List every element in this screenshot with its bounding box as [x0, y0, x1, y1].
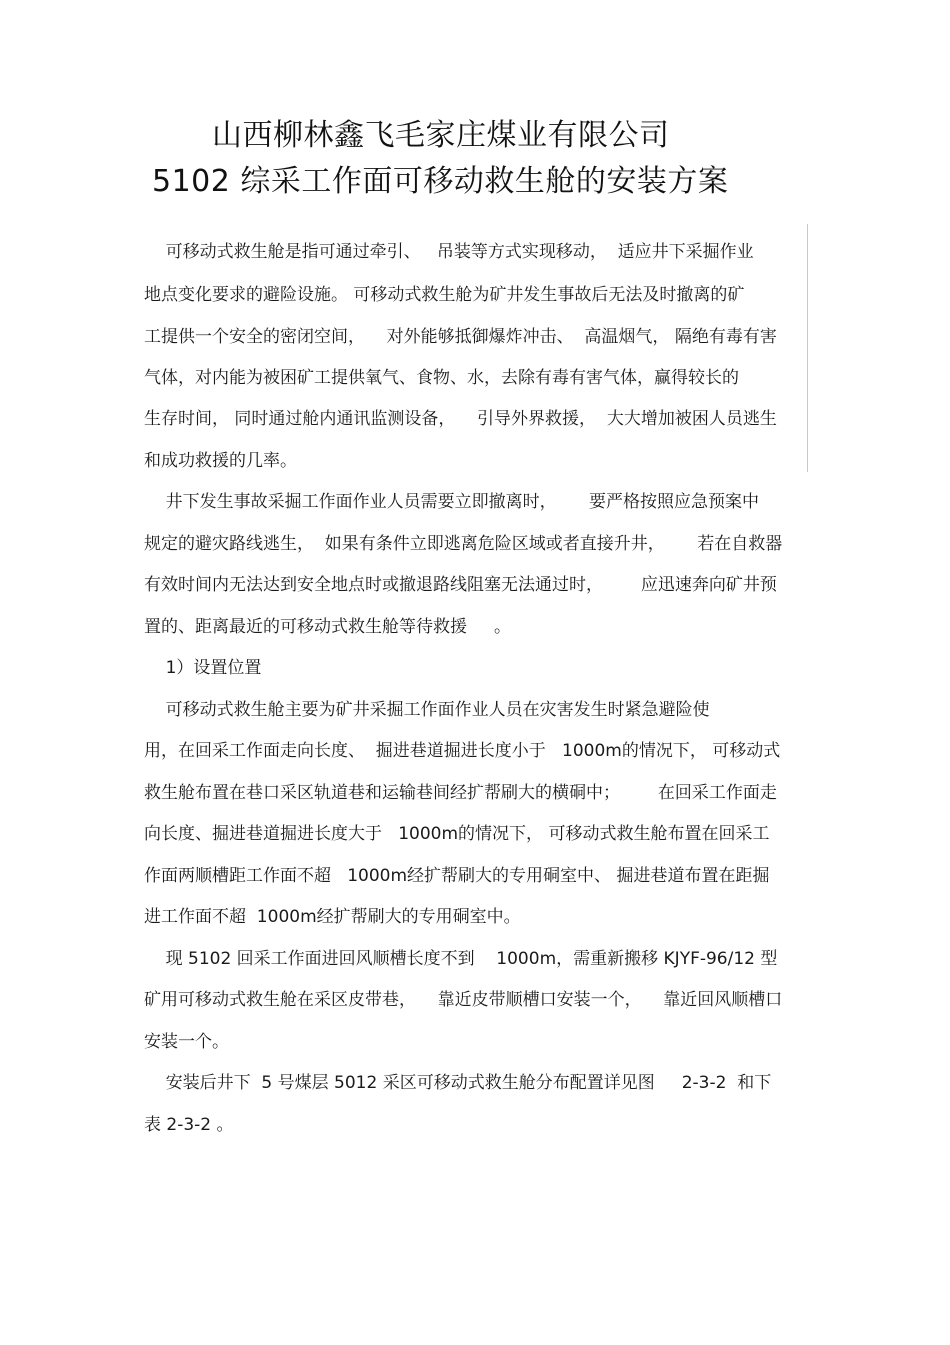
text-line: 表 2-3-2 。: [144, 1115, 234, 1135]
text-line: 安装一个。: [144, 1032, 229, 1052]
text-line: 救生舱布置在巷口采区轨道巷和运输巷间经扩帮刷大的横硐中； 在回采工作面走: [144, 783, 777, 803]
document-title-line-2: 5102 综采工作面可移动救生舱的安装方案: [152, 164, 729, 199]
text-line: 地点变化要求的避险设施。 可移动式救生舱为矿井发生事故后无法及时撤离的矿: [144, 285, 745, 305]
document-title-line-1: 山西柳林鑫飞毛家庄煤业有限公司: [212, 118, 670, 153]
text-line: 用，在回采工作面走向长度、 掘进巷道掘进长度小于 1000m的情况下， 可移动式: [144, 741, 781, 761]
text-line: 可移动式救生舱主要为矿井采掘工作面作业人员在灾害发生时紧急避险使: [144, 700, 710, 720]
text-line: 置的、距离最近的可移动式救生舱等待救援 。: [144, 617, 512, 637]
text-line: 向长度、掘进巷道掘进长度大于 1000m的情况下， 可移动式救生舱布置在回采工: [144, 824, 770, 844]
text-line: 工提供一个安全的密闭空间， 对外能够抵御爆炸冲击、 高温烟气， 隔绝有毒有害: [144, 327, 777, 347]
text-line: 可移动式救生舱是指可通过牵引、 吊装等方式实现移动， 适应井下采掘作业: [144, 242, 754, 262]
text-line: 进工作面不超 1000m经扩帮刷大的专用硐室中。: [144, 907, 521, 927]
text-line: 气体，对内能为被困矿工提供氧气、食物、水，去除有毒有害气体，赢得较长的: [144, 368, 739, 388]
text-line: 规定的避灾路线逃生， 如果有条件立即逃离危险区域或者直接升井， 若在自救器: [144, 534, 783, 554]
section-heading: 1）设置位置: [144, 658, 262, 678]
text-line: 矿用可移动式救生舱在采区皮带巷， 靠近皮带顺槽口安装一个， 靠近回风顺槽口: [144, 990, 783, 1010]
text-line: 有效时间内无法达到安全地点时或撤退路线阻塞无法通过时， 应迅速奔向矿井预: [144, 575, 777, 595]
text-line: 生存时间， 同时通过舱内通讯监测设备， 引导外界救援， 大大增加被困人员逃生: [144, 409, 777, 429]
text-line: 和成功救援的几率。: [144, 451, 297, 471]
text-line: 作面两顺槽距工作面不超 1000m经扩帮刷大的专用硐室中、 掘进巷道布置在距掘: [144, 866, 770, 886]
text-line: 井下发生事故采掘工作面作业人员需要立即撤离时， 要严格按照应急预案中: [144, 492, 760, 512]
margin-rule: [807, 224, 808, 472]
text-line: 安装后井下 5 号煤层 5012 采区可移动式救生舱分布配置详见图 2-3-2 和下: [144, 1073, 772, 1093]
text-line: 现 5102 回采工作面进回风顺槽长度不到 1000m，需重新搬移 KJYF-96/12 型: [144, 949, 778, 969]
